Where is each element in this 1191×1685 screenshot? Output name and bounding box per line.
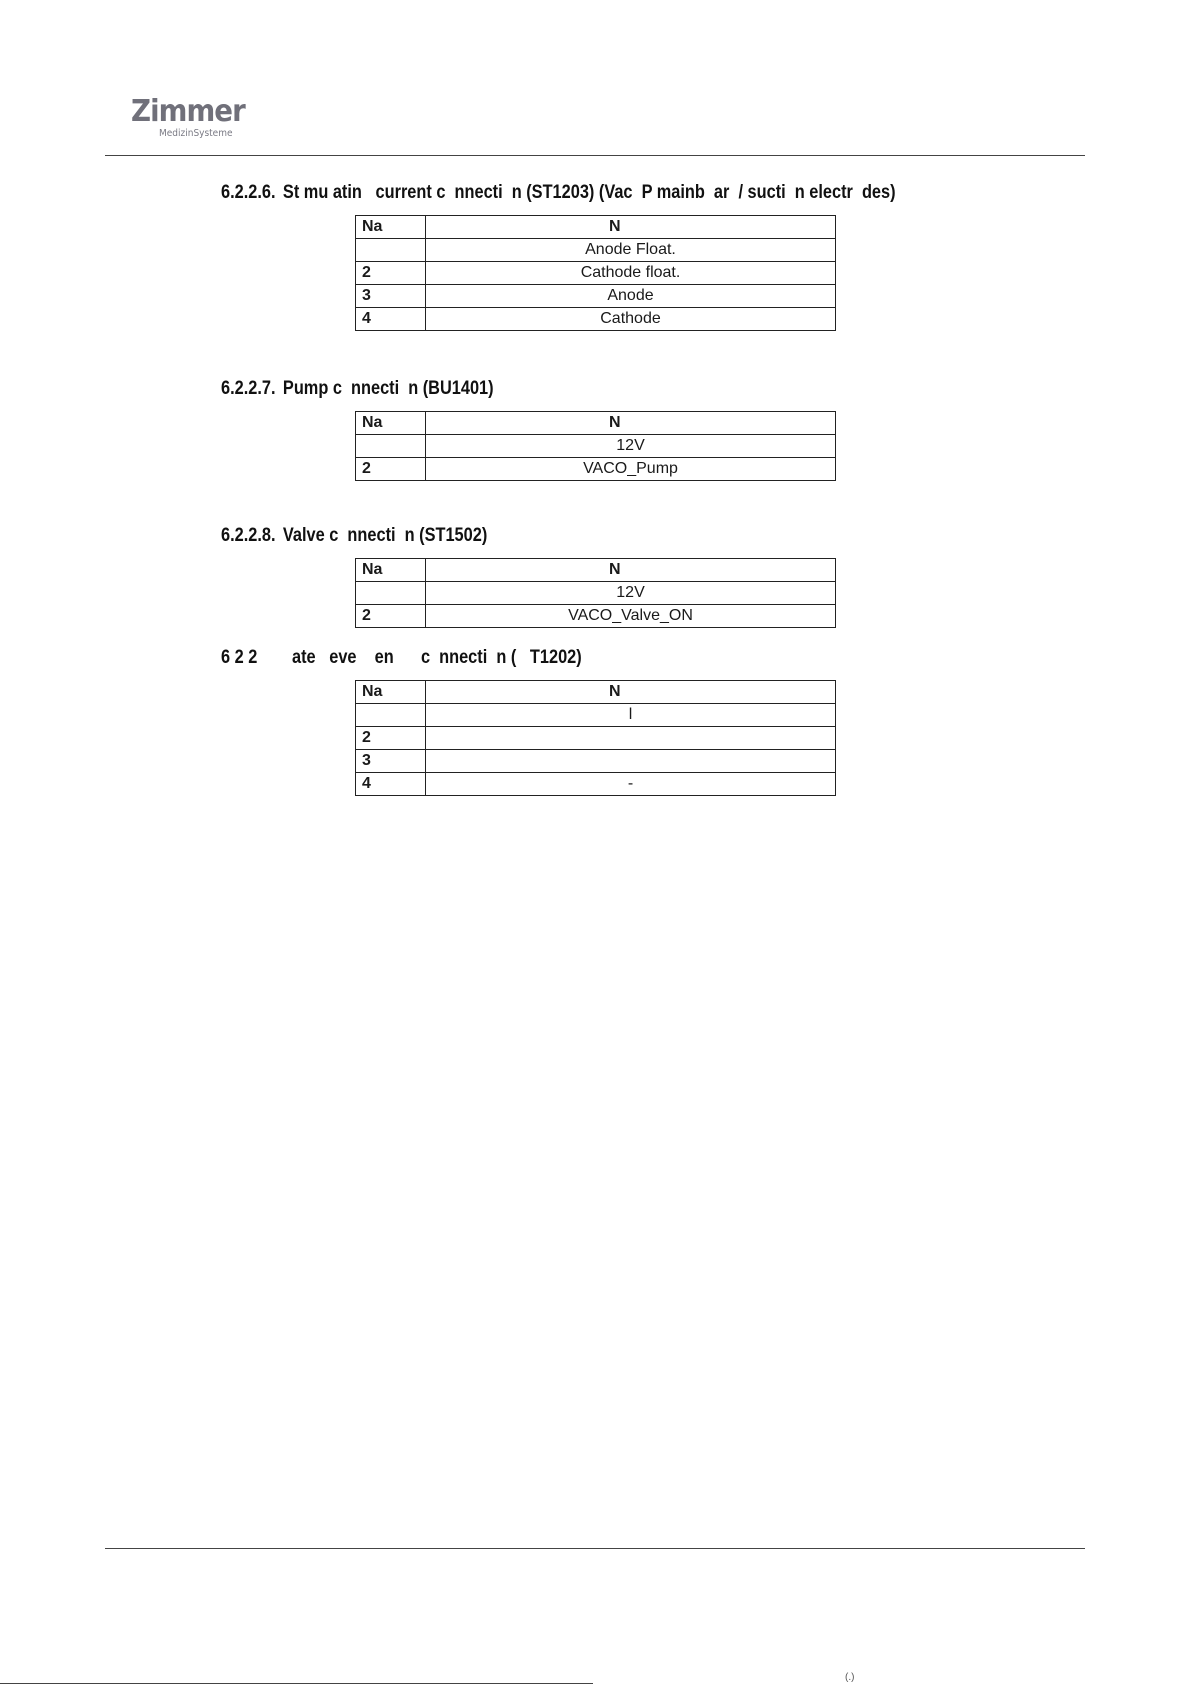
signal-cell: 12V (426, 435, 836, 458)
table-row (356, 750, 836, 773)
footer-divider (105, 1548, 1085, 1549)
pin-cell: 2 (356, 605, 426, 628)
column-header-pin: Na (356, 681, 426, 704)
signal-cell: Anode (426, 285, 836, 308)
pin-table (355, 558, 836, 628)
table-row (356, 308, 836, 331)
signal-cell: Cathode (426, 308, 836, 331)
column-header-name: N (426, 559, 836, 582)
section-pump-connection (221, 377, 1121, 481)
signal-cell: - (426, 773, 836, 796)
page-mark: (.) (845, 1672, 855, 1683)
table-row (356, 435, 836, 458)
table-header-row (356, 412, 836, 435)
section-title: ate eve en c nnecti n ( T1202) (282, 647, 582, 668)
table-row (356, 285, 836, 308)
section-stimulation-connection (221, 181, 1121, 331)
pin-cell: 2 (356, 727, 426, 750)
signal-cell: Cathode float. (426, 262, 836, 285)
section-title: Pump c nnecti n (BU1401) (282, 378, 494, 399)
table-row (356, 773, 836, 796)
section-title: St mu atin current c nnecti n (ST1203) (Vac P mainb ar / sucti n electr des) (282, 182, 896, 203)
signal-cell: 12V (426, 582, 836, 605)
section-heading (221, 377, 995, 401)
pin-cell (356, 582, 426, 605)
section-level-connection (221, 646, 1121, 796)
table-row (356, 458, 836, 481)
pin-cell: 4 (356, 308, 426, 331)
column-header-pin: Na (356, 559, 426, 582)
table-header-row (356, 559, 836, 582)
table-row (356, 582, 836, 605)
table-header-row (356, 681, 836, 704)
pin-cell (356, 704, 426, 727)
table-row (356, 704, 836, 727)
table-row (356, 605, 836, 628)
section-heading (221, 524, 995, 548)
pin-table (355, 215, 836, 331)
signal-cell: Anode Float. (426, 239, 836, 262)
table-row (356, 239, 836, 262)
logo-subtitle: MedizinSysteme (159, 128, 233, 139)
section-title: Valve c nnecti n (ST1502) (282, 525, 488, 546)
pin-cell: 3 (356, 285, 426, 308)
pin-cell: 3 (356, 750, 426, 773)
page-edge-rule (0, 1683, 593, 1684)
logo-wordmark: Zimmer (131, 94, 245, 129)
column-header-name: N (426, 412, 836, 435)
pin-table (355, 680, 836, 796)
signal-cell (426, 727, 836, 750)
section-number: 6 2 2 (221, 647, 258, 668)
signal-cell (426, 750, 836, 773)
pin-table (355, 411, 836, 481)
column-header-name: N (426, 681, 836, 704)
zimmer-logo (131, 94, 261, 139)
section-heading (221, 646, 995, 670)
column-header-name: N (426, 216, 836, 239)
column-header-pin: Na (356, 412, 426, 435)
signal-cell: VACO_Valve_ON (426, 605, 836, 628)
pin-cell: 2 (356, 262, 426, 285)
signal-cell: l (426, 704, 836, 727)
table-row (356, 727, 836, 750)
section-valve-connection (221, 524, 1121, 628)
column-header-pin: Na (356, 216, 426, 239)
pin-cell (356, 239, 426, 262)
header-divider (105, 155, 1085, 156)
table-row (356, 262, 836, 285)
pin-cell (356, 435, 426, 458)
section-number: 6.2.2.8. (221, 525, 276, 546)
signal-cell: VACO_Pump (426, 458, 836, 481)
table-header-row (356, 216, 836, 239)
section-number: 6.2.2.6. (221, 182, 276, 203)
pin-cell: 4 (356, 773, 426, 796)
section-heading (221, 181, 995, 205)
section-number: 6.2.2.7. (221, 378, 276, 399)
pin-cell: 2 (356, 458, 426, 481)
